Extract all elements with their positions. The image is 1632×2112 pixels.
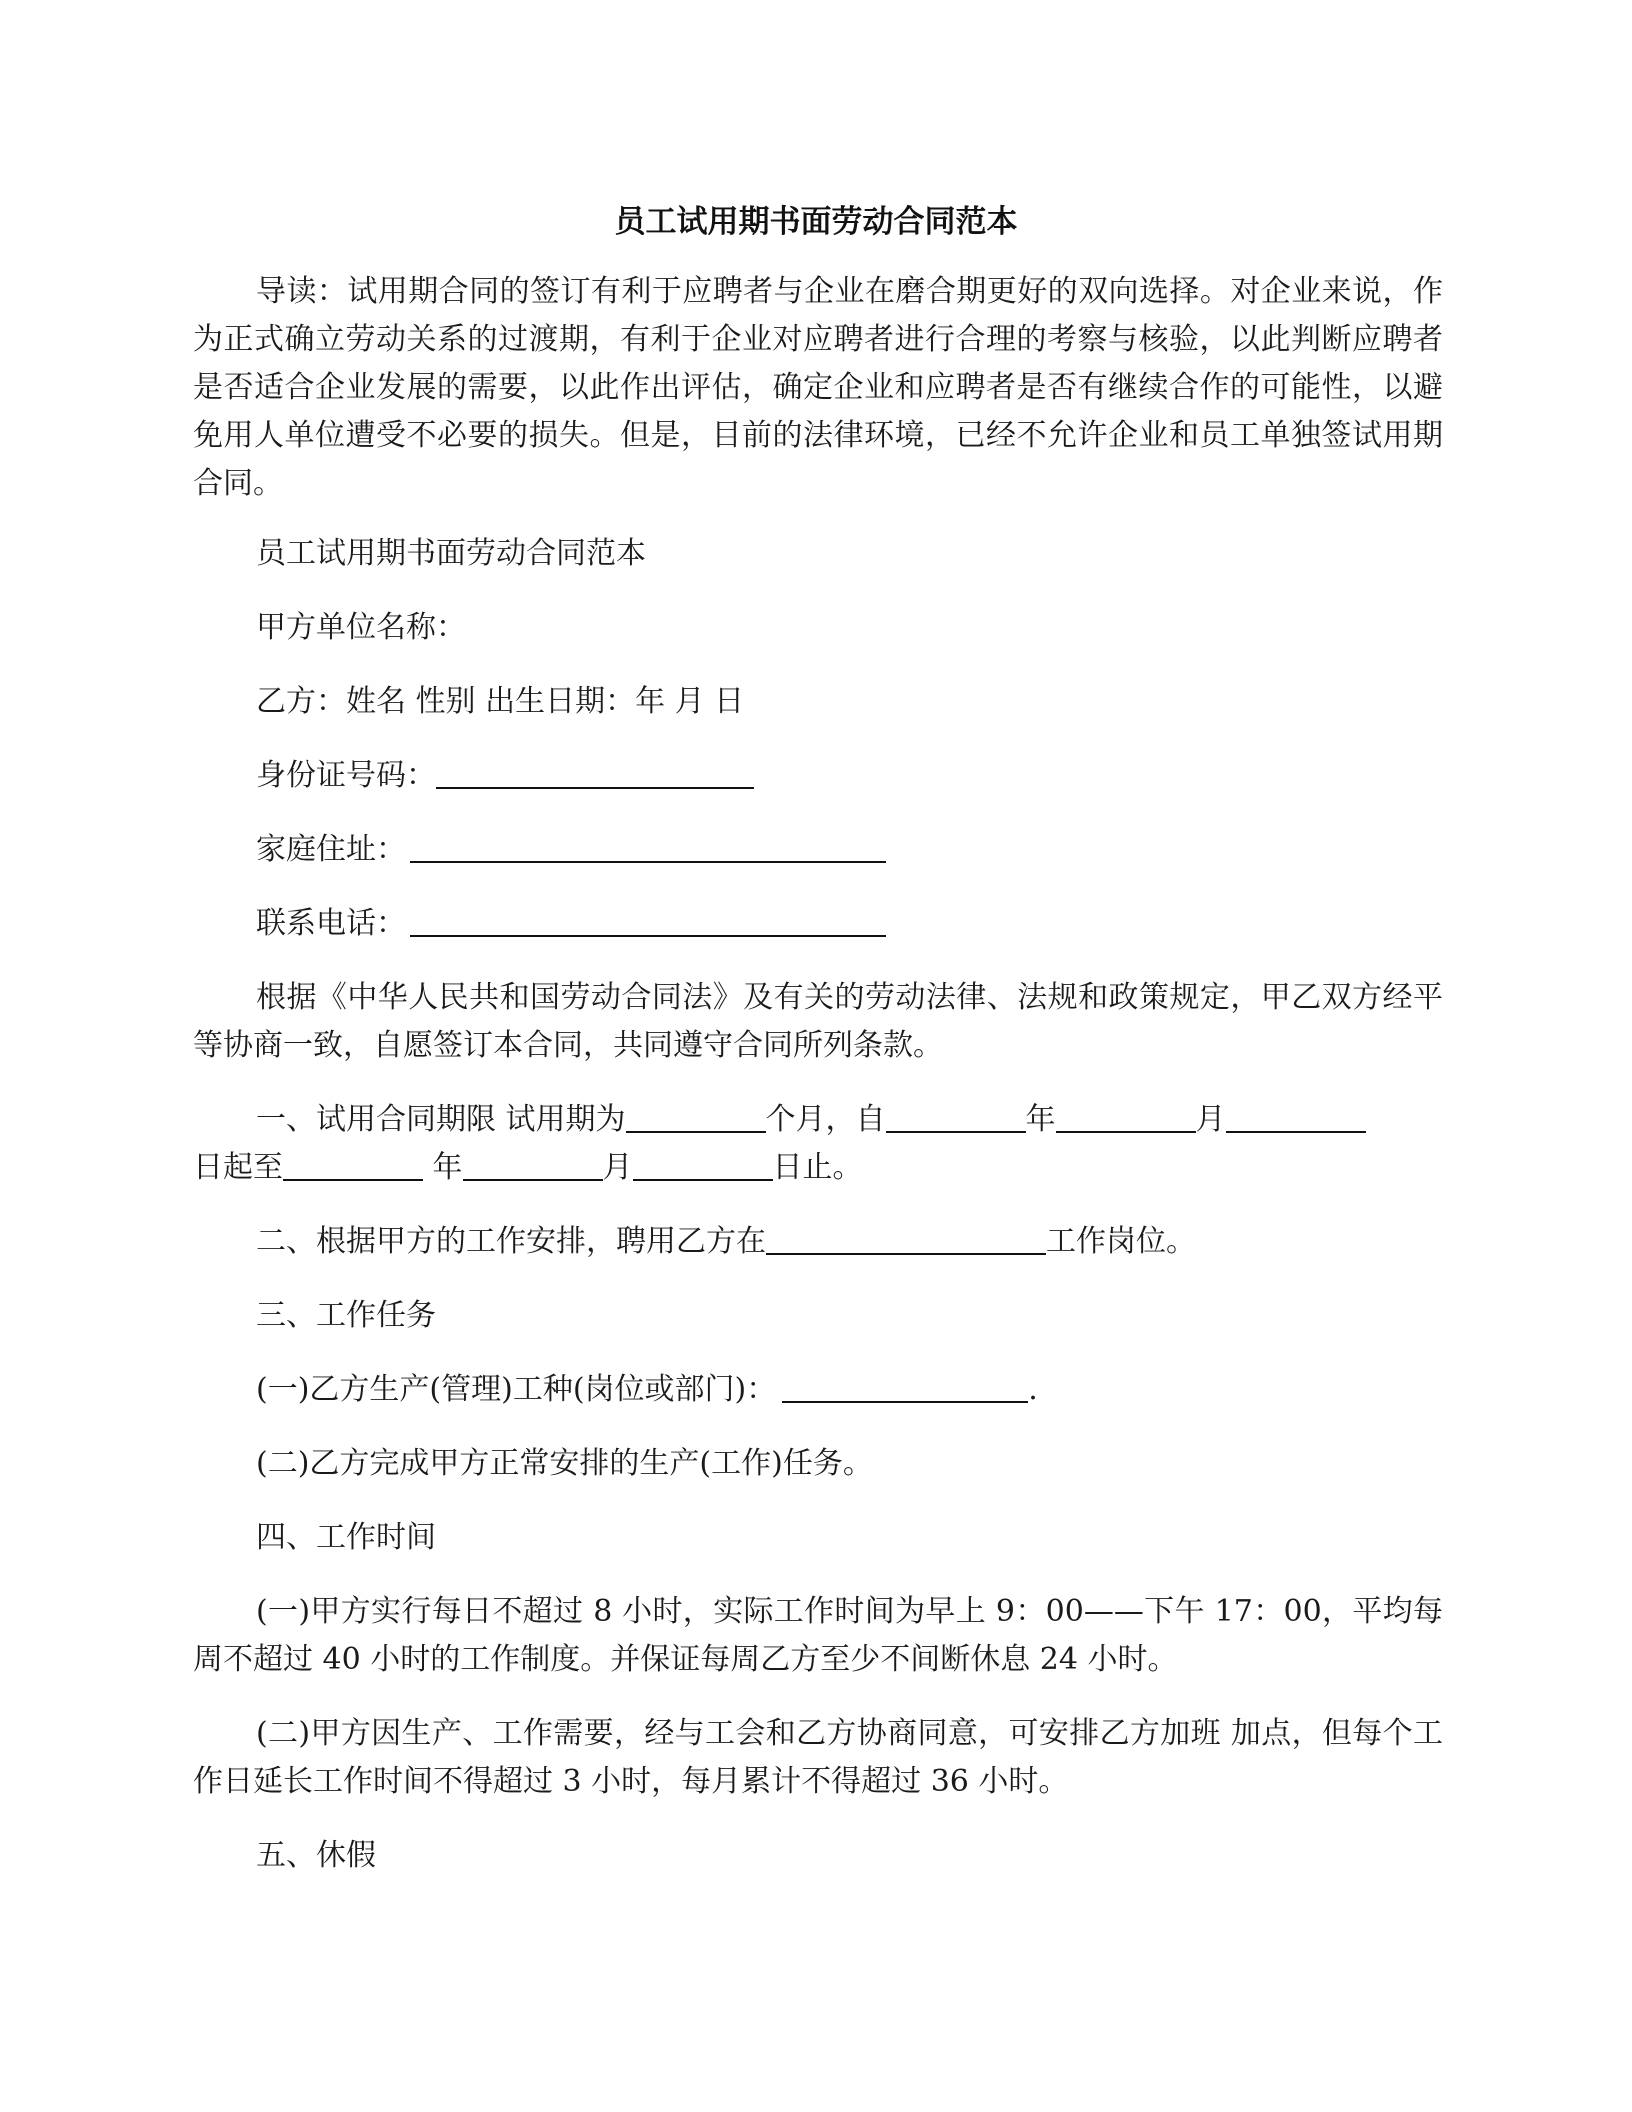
probation-months-blank [626,1101,766,1133]
clause-3-1-line [256,1366,1038,1414]
id-number-line [256,752,754,800]
clause-5-heading: 五、休假 [256,1838,376,1873]
clause-4-2-paragraph: (二)甲方因生产、工作需要，经与工会和乙方协商同意，可安排乙方加班 加点，但每个工作日延长工作时间不得超过 3 小时，每月累计不得超过 36 小时。 [193,1716,1443,1799]
end-year-blank [283,1149,423,1181]
clause-1-text-1: 个月，自 [765,1102,886,1137]
clause-2-line [256,1218,1196,1266]
id-number-blank [436,757,754,789]
address-line [256,826,886,874]
clause-1-text-4: 日起至 [193,1150,283,1185]
clause-3-heading: 三、工作任务 [256,1298,436,1333]
start-day-blank [1226,1101,1366,1133]
id-number-label: 身份证号码： [256,758,436,793]
clause-1-text-7: 日止。 [772,1150,863,1185]
clause-1-text-5: 年 [432,1150,463,1185]
start-month-blank [1056,1101,1196,1133]
clause-1-text-2: 年 [1025,1102,1056,1137]
clause-3-1-suffix: . [1028,1372,1038,1407]
basis-paragraph: 根据《中华人民共和国劳动合同法》及有关的劳动法律、法规和政策规定，甲乙双方经平等协商一致，自愿签订本合同，共同遵守合同所列条款。 [193,980,1443,1063]
clause-3-1-prefix: (一)乙方生产(管理)工种(岗位或部门)： [256,1372,777,1407]
subtitle: 员工试用期书面劳动合同范本 [256,536,646,571]
position-blank [766,1223,1046,1255]
document-title: 员工试用期书面劳动合同范本 [614,204,1018,240]
phone-line [256,900,886,948]
clause-1-text-3: 月 [1195,1102,1226,1137]
clause-1-line-2 [193,1144,863,1192]
phone-label: 联系电话： [256,906,406,941]
end-month-blank [463,1149,603,1181]
intro-paragraph: 导读：试用期合同的签订有利于应聘者与企业在磨合期更好的双向选择。对企业来说，作为正式确立劳动关系的过渡期，有利于企业对应聘者进行合理的考察与核验，以此判断应聘者是否适合企业发展的需要，以此作出评估，确定企业和应聘者是否有继续合作的可能性，以避免用人单位遭受不必要的损失。但是，目前的法律环境，已经不允许企业和员工单独签试用期合同。 [193,274,1443,501]
clause-1-text-6: 月 [602,1150,633,1185]
clause-4-1-paragraph: (一)甲方实行每日不超过 8 小时，实际工作时间为早上 9：00——下午 17：00，平均每周不超过 40 小时的工作制度。并保证每周乙方至少不间断休息 24 小时。 [193,1594,1443,1677]
end-day-blank [633,1149,773,1181]
job-type-blank [782,1371,1028,1403]
address-label: 家庭住址： [256,832,406,867]
start-year-blank [886,1101,1026,1133]
party-b-line: 乙方：姓名 性别 出生日期：年 月 日 [256,684,745,719]
party-a-line: 甲方单位名称： [256,610,466,645]
clause-1-prefix: 一、试用合同期限 试用期为 [256,1102,626,1137]
address-blank [410,831,886,863]
clause-3-2-line: (二)乙方完成甲方正常安排的生产(工作)任务。 [256,1446,873,1481]
clause-2-suffix: 工作岗位。 [1046,1224,1196,1259]
clause-4-heading: 四、工作时间 [256,1520,436,1555]
phone-blank [410,905,886,937]
clause-1-line-1 [256,1096,1366,1144]
clause-2-prefix: 二、根据甲方的工作安排，聘用乙方在 [256,1224,766,1259]
